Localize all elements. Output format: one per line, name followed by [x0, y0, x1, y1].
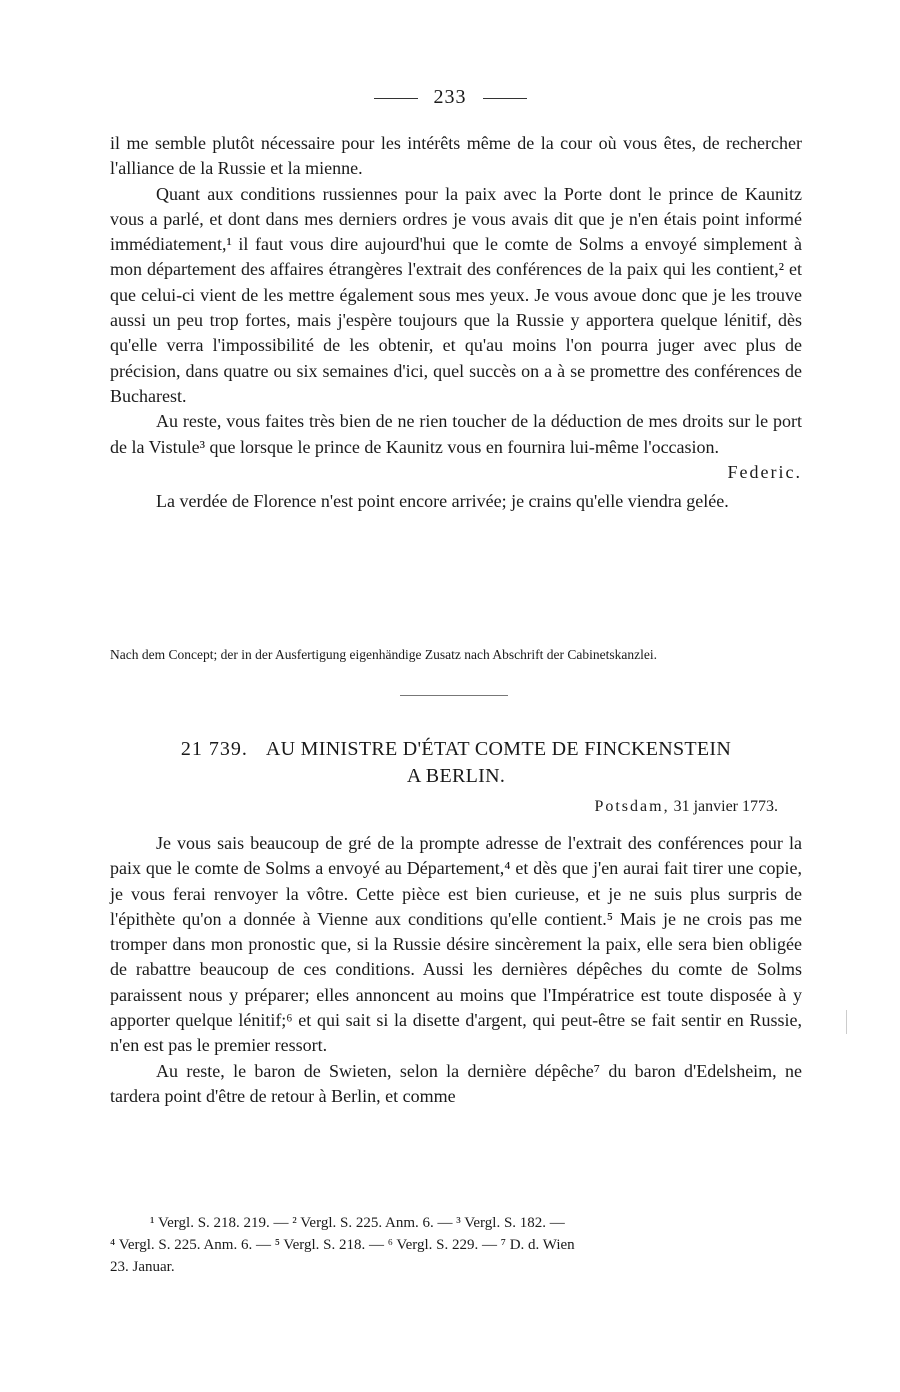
footnote-line-1: ¹ Vergl. S. 218. 219. — ² Vergl. S. 225. Anm. 6. — ³ Vergl. S. 182. — — [150, 1215, 565, 1231]
letter2-heading — [110, 736, 802, 790]
footnote-line-3: 23. Januar. — [110, 1259, 175, 1275]
scan-margin-mark — [846, 1010, 847, 1034]
letter1-body — [110, 131, 802, 514]
dateline-place: Potsdam, — [594, 798, 670, 815]
source-note: Nach dem Concept; der in der Ausfertigung eigenhändige Zusatz nach Abschrift der Cabinetskanzlei. — [110, 647, 657, 662]
page-header — [0, 86, 900, 109]
letter-number: 21 739. — [180, 738, 248, 760]
letter1-paragraph-1: il me semble plutôt nécessaire pour les intérêts même de la cour où vous êtes, de rechercher l'alliance de la Russie et la mienne. — [110, 133, 802, 179]
footnotes — [110, 1212, 802, 1278]
header-dash-left — [374, 98, 418, 99]
footnote-line-2: ⁴ Vergl. S. 225. Anm. 6. — ⁵ Vergl. S. 218. — ⁶ Vergl. S. 229. — ⁷ D. d. Wien — [110, 1237, 575, 1253]
heading-recipient: AU MINISTRE D'ÉTAT COMTE DE FINCKENSTEIN — [265, 738, 732, 760]
signature: Federic. — [727, 461, 802, 482]
letter1-paragraph-3: Au reste, vous faites très bien de ne rien toucher de la déduction de mes droits sur le port de la Vistule³ que lorsque le prince de Kaunitz vous en fournira lui-même l'occasion. — [110, 411, 802, 457]
letter2-paragraph-1: Je vous sais beaucoup de gré de la prompte adresse de l'extrait des conférences pour la paix que le comte de Solms a envoyé au Département,⁴ et dès que j'en aurai fait tirer une copie, je vous ferai renvoyer la vôtre. Cette pièce est bien curieuse, et je ne suis plus surpris de l'épithète qu'on a donnée à Vienne aux conditions qu'elle contient.⁵ Mais je ne crois pas me tromper dans mon pronostic que, si la Russie désire sincèrement la paix, elle sera bien obligée de rabattre beaucoup de ces conditions. Aussi les dernières dépêches du comte de Solms paraissent nous y préparer; elles annoncent au moins que l'Impératrice est toute disposée à y apporter quelque lénitif;⁶ et qui sait si la disette d'argent, qui peut-être se fait sentir en Russie, n'en est pas le premier ressort. — [110, 833, 802, 1056]
letter2-body — [110, 831, 802, 1109]
page-number: 233 — [433, 86, 467, 108]
letter2-paragraph-2: Au reste, le baron de Swieten, selon la dernière dépêche⁷ du baron d'Edelsheim, ne tardera point d'être de retour à Berlin, et comme — [110, 1060, 802, 1106]
letter1-paragraph-2: Quant aux conditions russiennes pour la paix avec la Porte dont le prince de Kaunitz vous a parlé, et dont dans mes derniers ordres je vous avais dit que je n'en étais point informé immédiatement,¹ il faut vous dire aujourd'hui que le comte de Solms a envoyé simplement à mon département des affaires étrangères l'extrait des conférences de la paix qui les contient,² et que celui-ci vient de les mettre également sous mes yeux. Je vous avoue donc que je les trouve aussi un peu trop fortes, mais j'espère toujours que la Russie y apportera quelque lénitif, dès qu'elle verra l'impossibilité de les obtenir, et qu'au moins l'on pourra juger avec plus de précision, dans quatre ou six semaines d'ici, quel succès on a à se promettre des conférences de Bucharest. — [110, 183, 802, 406]
heading-location: A BERLIN. — [406, 765, 506, 787]
dateline-date: 31 janvier 1773. — [673, 798, 778, 815]
section-divider — [400, 695, 508, 696]
header-dash-right — [483, 98, 527, 99]
dateline — [594, 798, 778, 816]
postscript: La verdée de Florence n'est point encore arrivée; je crains qu'elle viendra gelée. — [156, 491, 729, 512]
